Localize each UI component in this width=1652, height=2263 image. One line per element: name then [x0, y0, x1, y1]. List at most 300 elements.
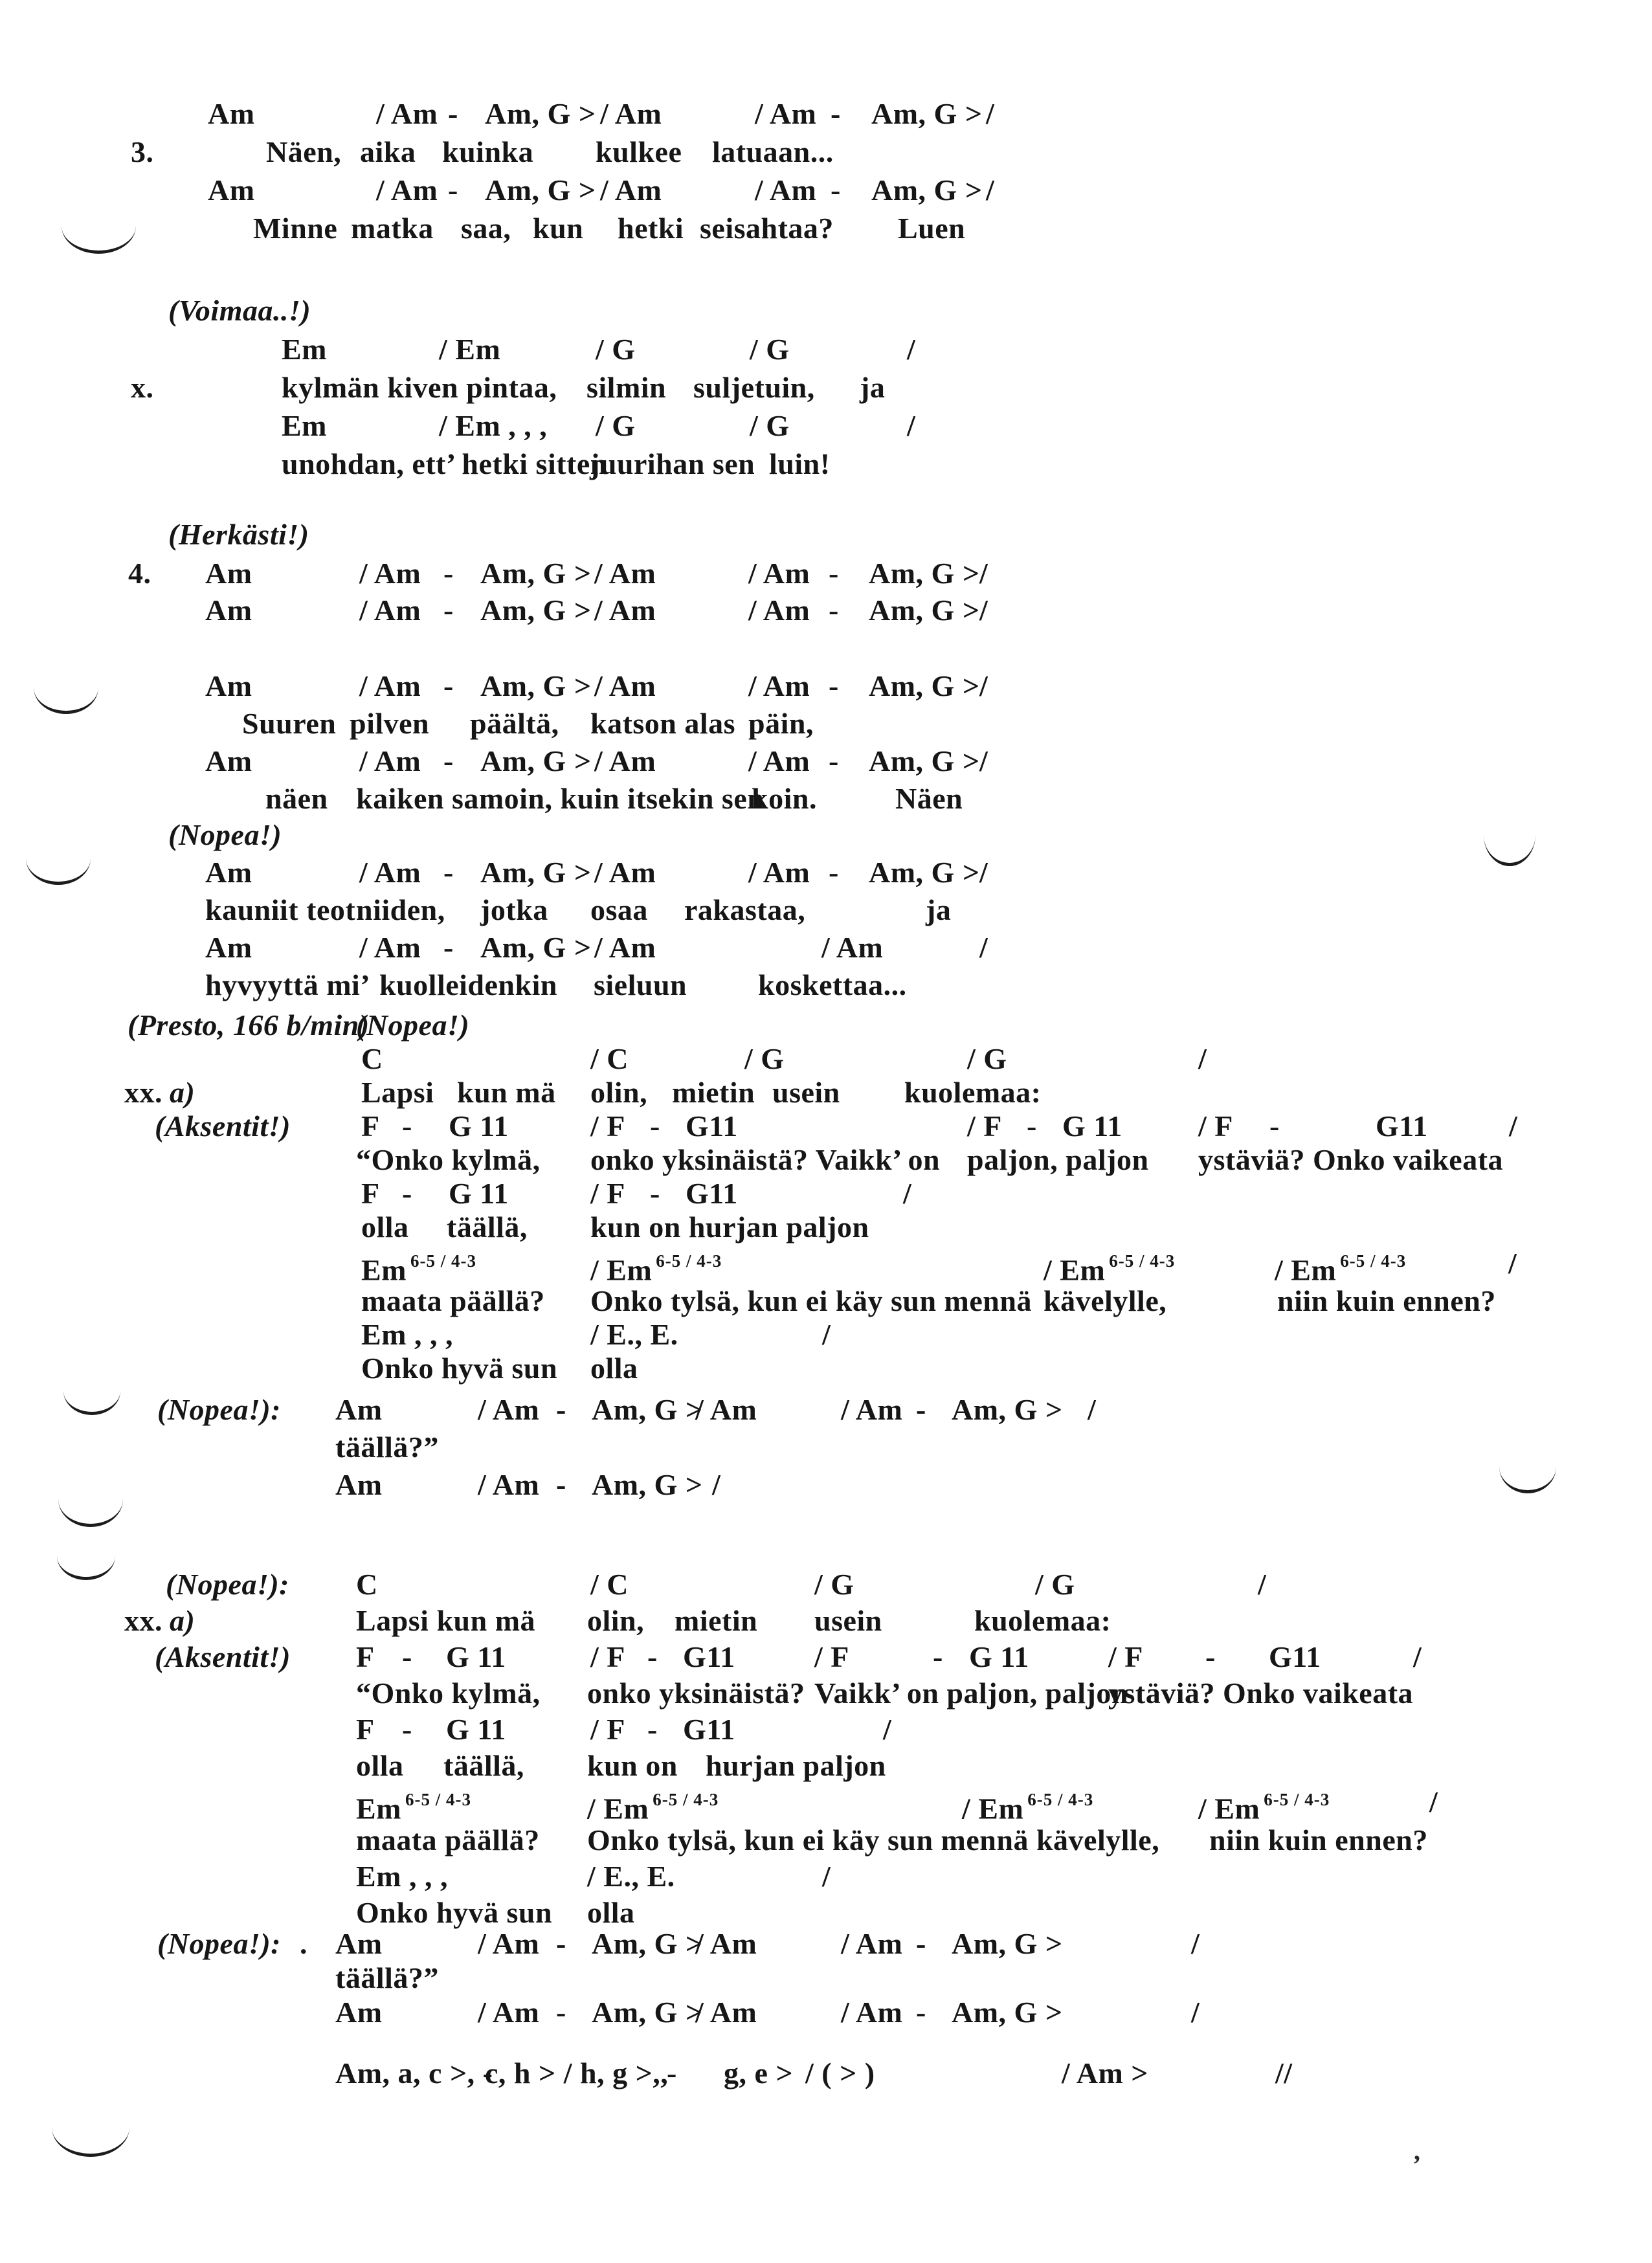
chord-symbol: /: [1429, 1785, 1438, 1818]
tempo-marker: (Presto, 166 b/min): [128, 1009, 370, 1042]
stray-ink-mark: ’: [1412, 2150, 1422, 2179]
lyric-word: suljetuin,: [693, 371, 815, 404]
chord-symbol: Am, G >: [869, 669, 980, 702]
lyric-word: a): [170, 1604, 195, 1637]
chord-symbol: 4.: [128, 557, 151, 590]
chord-symbol: -: [443, 669, 454, 702]
chord-symbol: / Am: [695, 1927, 757, 1960]
chord-symbol: / F: [1198, 1109, 1233, 1143]
chord-line: [0, 1245, 1652, 1287]
chord-symbol: G11: [683, 1640, 735, 1673]
lyric-word: latuaan...: [712, 135, 834, 168]
chord-figured-bass-superscript: 6-5 / 4-3: [653, 1790, 719, 1809]
chord-line: [0, 1392, 1652, 1429]
chord-symbol: -: [443, 557, 454, 590]
lyric-word: saa,: [461, 212, 511, 245]
chord-symbol: /: [907, 333, 916, 366]
chord-symbol: / F: [590, 1177, 625, 1210]
chord-symbol: -: [829, 557, 839, 590]
chord-symbol: /: [1509, 1109, 1518, 1143]
lyric-line: [0, 1822, 1652, 1860]
chord-symbol: / Am: [376, 97, 438, 130]
chord-symbol: Am, G >: [869, 856, 980, 889]
chord-symbol: Am, G >: [480, 856, 592, 889]
chord-symbol: / Am: [748, 669, 810, 702]
chord-symbol: /: [1508, 1247, 1517, 1280]
chord-symbol: / F: [1108, 1640, 1143, 1673]
chord-symbol: /: [979, 856, 988, 889]
lyric-line: [0, 706, 1652, 743]
tempo-marker: (Herkästi!): [168, 518, 309, 551]
lyric-word: päin,: [748, 707, 814, 740]
lyric-line: [0, 967, 1652, 1005]
chord-symbol: / Am: [695, 1996, 757, 2029]
chord-symbol: Em , , ,: [361, 1318, 453, 1351]
chord-symbol: / ( > ): [805, 2057, 875, 2090]
chord-figured-bass-superscript: 6-5 / 4-3: [410, 1251, 476, 1271]
chord-line: [0, 1784, 1652, 1825]
chord-figured-bass-superscript: 6-5 / 4-3: [1027, 1790, 1094, 1809]
chord-symbol: -: [443, 931, 454, 964]
chord-symbol: / G: [967, 1042, 1007, 1075]
chord-symbol: -: [402, 1640, 412, 1673]
tempo-marker: (Voimaa..!): [168, 294, 311, 327]
lyric-word: onko yksinäistä?: [587, 1677, 805, 1710]
lyric-word: Onko tylsä, kun ei käy sun mennä: [590, 1284, 1032, 1317]
chord-symbol: Em $^{6-5 / 4-3}$: [361, 1251, 476, 1287]
tempo-marker-line: [0, 517, 1652, 554]
chord-line: [0, 1858, 1652, 1896]
chord-symbol: (Aksentit!): [155, 1640, 291, 1673]
chord-symbol: / Am: [600, 97, 662, 130]
chord-line: [0, 854, 1652, 892]
lyric-word: olin,: [590, 1076, 648, 1109]
lyric-word: täällä,: [443, 1749, 524, 1782]
chord-symbol: (Nopea!):: [166, 1568, 289, 1601]
lyric-line: [0, 134, 1652, 172]
chord-symbol: /: [1191, 1996, 1200, 2029]
tempo-marker-line: [0, 1007, 1652, 1045]
chord-symbol: / Em $^{6-5 / 4-3}$: [590, 1251, 722, 1287]
chord-symbol: / Am: [594, 669, 656, 702]
chord-line: [0, 1317, 1652, 1354]
lyric-word: Näen: [895, 782, 963, 815]
chord-line: [0, 96, 1652, 133]
chord-symbol: / Am: [594, 744, 656, 777]
tempo-marker: (Nopea!): [168, 818, 282, 851]
lyric-word: niin kuin ennen?: [1209, 1823, 1428, 1856]
chord-symbol: -: [650, 1109, 660, 1143]
lyric-word: Onko hyvä sun: [356, 1896, 553, 1929]
chord-symbol: F: [356, 1713, 375, 1746]
chord-symbol: G 11: [446, 1713, 506, 1746]
chord-symbol: -: [402, 1109, 412, 1143]
chord-figured-bass-superscript: 6-5 / 4-3: [656, 1251, 722, 1271]
chord-symbol: / G: [596, 409, 636, 442]
chord-symbol: -: [443, 744, 454, 777]
chord-symbol: / Am: [748, 856, 810, 889]
chord-symbol: g, e >: [724, 2057, 794, 2090]
chord-symbol: /: [979, 557, 988, 590]
chord-symbol: / F: [967, 1109, 1002, 1143]
chord-symbol: / Em $^{6-5 / 4-3}$: [1198, 1790, 1330, 1825]
lyric-word: rakastaa,: [684, 893, 806, 926]
chord-symbol: Am, G >: [952, 1393, 1063, 1426]
lyric-word: täällä?”: [335, 1961, 439, 1994]
chord-symbol: -: [448, 97, 458, 130]
chord-symbol: -: [647, 1713, 658, 1746]
chord-symbol: Am: [205, 594, 252, 627]
chord-symbol: / G: [744, 1042, 785, 1075]
chord-figured-bass-superscript: 6-5 / 4-3: [1264, 1790, 1330, 1809]
lyric-word: kun on: [587, 1749, 678, 1782]
chord-symbol: / Am: [594, 931, 656, 964]
chord-symbol: /: [822, 1318, 831, 1351]
lyric-word: xx.: [124, 1604, 162, 1637]
lyric-word: täällä,: [447, 1210, 528, 1243]
lyric-word: Lapsi: [361, 1076, 434, 1109]
lyric-word: juurihan sen: [590, 447, 755, 480]
chord-figured-bass-superscript: 6-5 / 4-3: [1109, 1251, 1176, 1271]
chord-symbol: -: [831, 173, 841, 206]
chord-symbol: Am: [335, 1468, 383, 1501]
chord-symbol: G11: [686, 1177, 738, 1210]
chord-line: [0, 1926, 1652, 1963]
lyric-word: kaiken samoin, kuin itsekin sen: [356, 782, 765, 815]
chord-symbol: //: [1275, 2057, 1293, 2090]
tempo-marker-line: [0, 293, 1652, 330]
chord-symbol: / Am: [841, 1996, 903, 2029]
lyric-word: Luen: [898, 212, 966, 245]
chord-line: [0, 1176, 1652, 1213]
chord-symbol: Am: [205, 744, 252, 777]
chord-symbol: / Am: [376, 173, 438, 206]
chord-symbol: / Am: [748, 557, 810, 590]
chord-symbol: -: [647, 1640, 658, 1673]
chord-symbol: Em: [282, 409, 327, 442]
lyric-word: maata päällä?: [356, 1823, 540, 1856]
chord-symbol: -: [829, 856, 839, 889]
chord-symbol: /: [986, 97, 995, 130]
chord-symbol: Am: [205, 557, 252, 590]
lyric-word: “Onko kylmä,: [356, 1143, 541, 1176]
chord-symbol: -: [448, 173, 458, 206]
tempo-marker-line: [0, 817, 1652, 854]
chord-line: [0, 1566, 1652, 1604]
chord-symbol: -: [831, 97, 841, 130]
lyric-line: [0, 1142, 1652, 1179]
lyric-word: maata päällä?: [361, 1284, 545, 1317]
chord-symbol: -: [556, 1393, 566, 1426]
chord-symbol: / Am: [748, 594, 810, 627]
chord-symbol: /: [1413, 1640, 1422, 1673]
chord-symbol: G11: [1376, 1109, 1428, 1143]
chord-symbol: -: [829, 669, 839, 702]
chord-symbol: F: [356, 1640, 375, 1673]
lyric-word: mietin: [672, 1076, 755, 1109]
chord-symbol: / G: [750, 333, 790, 366]
chord-symbol: -: [916, 1996, 926, 2029]
chord-symbol: Am, G >: [592, 1468, 703, 1501]
lyric-word: hetki: [618, 212, 684, 245]
chord-symbol: / Am >: [1062, 2057, 1148, 2090]
lyric-word: jotka: [480, 893, 548, 926]
chord-symbol: / Am: [359, 669, 421, 702]
lyric-word: onko yksinäistä? Vaikk’ on: [590, 1143, 941, 1176]
lyric-word: Näen,: [266, 135, 342, 168]
chord-symbol: -: [402, 1177, 412, 1210]
chord-line: [0, 408, 1652, 445]
lyric-word: kauniit teot: [205, 893, 356, 926]
chord-symbol: Am, G >: [869, 744, 980, 777]
lyric-word: kuolleidenkin: [379, 968, 557, 1001]
lyric-word: olla: [356, 1749, 404, 1782]
lyric-word: Minne: [253, 212, 338, 245]
chord-symbol: Em: [282, 333, 327, 366]
chord-symbol: /: [903, 1177, 912, 1210]
lyric-word: Onko tylsä, kun ei käy sun mennä kävelylle,: [587, 1823, 1160, 1856]
lyric-word: a): [170, 1076, 195, 1109]
lyric-word: niin kuin ennen?: [1277, 1284, 1496, 1317]
chord-line: [0, 1639, 1652, 1677]
lyric-word: kävelylle,: [1044, 1284, 1167, 1317]
chord-symbol: G 11: [446, 1640, 506, 1673]
chord-symbol: -: [650, 1177, 660, 1210]
lyric-word: ystäviä? Onko vaikeata: [1108, 1677, 1414, 1710]
chord-symbol: Am: [205, 669, 252, 702]
chord-symbol: / Am: [478, 1927, 540, 1960]
lyric-word: ystäviä? Onko vaikeata: [1198, 1143, 1504, 1176]
lyric-word: osaa: [590, 893, 648, 926]
lyric-word: usein: [772, 1076, 840, 1109]
chord-symbol: / Am: [748, 744, 810, 777]
chord-symbol: /: [979, 744, 988, 777]
lyric-word: Vaikk’ on paljon, paljon: [814, 1677, 1128, 1710]
chord-symbol: / Am: [478, 1393, 540, 1426]
chord-symbol: Am, G >: [592, 1393, 703, 1426]
chord-symbol: Am, G >: [480, 744, 592, 777]
chord-symbol: / Am: [755, 173, 817, 206]
chord-symbol: Am: [205, 856, 252, 889]
lyric-word: olla: [361, 1210, 409, 1243]
chord-symbol: G 11: [1062, 1109, 1122, 1143]
lyric-word: 3.: [131, 135, 154, 168]
chord-symbol: / Em $^{6-5 / 4-3}$: [1275, 1251, 1407, 1287]
chord-symbol: / Am: [594, 557, 656, 590]
chord-symbol: / Am: [594, 856, 656, 889]
lyric-line: [0, 446, 1652, 484]
lyric-line: [0, 370, 1652, 407]
chord-symbol: /: [712, 1468, 721, 1501]
chord-symbol: -: [933, 1640, 943, 1673]
chord-symbol: / Am: [359, 744, 421, 777]
chord-symbol: Am, G >: [952, 1927, 1063, 1960]
lyric-line: [0, 1960, 1652, 1998]
chord-symbol: -: [556, 1996, 566, 2029]
chord-symbol: Am, G >: [480, 669, 592, 702]
lyric-word: xx.: [124, 1076, 162, 1109]
chord-symbol: / Am: [600, 173, 662, 206]
chord-symbol: /: [1191, 1927, 1200, 1960]
chord-symbol: /: [1198, 1042, 1207, 1075]
chord-symbol: -: [1205, 1640, 1216, 1673]
lyric-word: Suuren: [242, 707, 337, 740]
chord-symbol: / Em $^{6-5 / 4-3}$: [1044, 1251, 1176, 1287]
lyric-word: hurjan paljon: [706, 1749, 886, 1782]
tempo-marker: (Nopea!): [356, 1009, 470, 1042]
chord-symbol: Am, G >: [869, 557, 980, 590]
chord-symbol: / C: [590, 1042, 629, 1075]
lyric-word: paljon, paljon: [967, 1143, 1149, 1176]
chord-symbol: -: [556, 1468, 566, 1501]
lyric-line: [0, 1603, 1652, 1640]
chord-symbol: Am, G >: [871, 97, 983, 130]
lyric-word: niiden,: [356, 893, 445, 926]
handwritten-curve-mark: [58, 1497, 123, 1527]
chord-symbol: Am, G >: [592, 1996, 703, 2029]
chord-symbol: / Em $^{6-5 / 4-3}$: [962, 1790, 1094, 1825]
lyric-line: [0, 892, 1652, 930]
chord-line: [0, 930, 1652, 967]
chord-symbol: / Am: [359, 594, 421, 627]
lyric-word: luin!: [769, 447, 831, 480]
chord-line: [0, 592, 1652, 630]
lyric-word: olla: [590, 1352, 638, 1385]
chord-symbol: F: [361, 1177, 380, 1210]
chord-symbol: / Em $^{6-5 / 4-3}$: [587, 1790, 719, 1825]
chord-symbol: Am, G >: [480, 557, 592, 590]
chord-line: [0, 1711, 1652, 1749]
chord-symbol: / Am: [478, 1468, 540, 1501]
chord-symbol: c, h > / h, g >,,: [485, 2057, 669, 2090]
chord-symbol: F: [361, 1109, 380, 1143]
chord-symbol: /: [822, 1860, 831, 1893]
chord-symbol: -: [916, 1393, 926, 1426]
chord-symbol: /: [979, 669, 988, 702]
lyric-line: [0, 1675, 1652, 1713]
chord-symbol: -: [667, 2057, 677, 2090]
chord-line: [0, 1041, 1652, 1078]
chord-symbol: / Am: [359, 557, 421, 590]
chord-symbol: Am: [335, 1393, 383, 1426]
chord-symbol: / E., E.: [587, 1860, 675, 1893]
chord-symbol: Am: [335, 1996, 383, 2029]
chord-symbol: / Am: [594, 594, 656, 627]
chord-symbol: -: [1269, 1109, 1280, 1143]
lyric-line: [0, 781, 1652, 818]
chord-symbol: G11: [683, 1713, 735, 1746]
lyric-word: täällä?”: [335, 1431, 439, 1464]
chord-symbol: .: [300, 1927, 307, 1960]
chord-symbol: / F: [590, 1713, 625, 1746]
chord-symbol: / C: [590, 1568, 629, 1601]
handwritten-curve-mark: [52, 2124, 129, 2157]
chord-line: [0, 668, 1652, 706]
chord-symbol: Em , , ,: [356, 1860, 448, 1893]
chord-symbol: / E., E.: [590, 1318, 678, 1351]
lyric-word: ja: [860, 371, 886, 404]
lyric-line: [0, 210, 1652, 248]
chord-symbol: Am, G >: [952, 1996, 1063, 2029]
chord-symbol: / G: [750, 409, 790, 442]
chord-symbol: / F: [814, 1640, 849, 1673]
chord-symbol: -: [556, 1927, 566, 1960]
chord-symbol: /: [883, 1713, 892, 1746]
chord-symbol: / Am: [695, 1393, 757, 1426]
lyric-line: [0, 1075, 1652, 1112]
chord-symbol: / Am: [359, 931, 421, 964]
lyric-word: kuinka: [442, 135, 534, 168]
chord-symbol: -: [829, 594, 839, 627]
chord-symbol: / G: [596, 333, 636, 366]
chord-symbol: Am, G >: [480, 931, 592, 964]
lyric-word: x.: [131, 371, 154, 404]
chord-line: [0, 1467, 1652, 1504]
chord-symbol: /: [1258, 1568, 1267, 1601]
chord-symbol: C: [361, 1042, 383, 1075]
lyric-word: seisahtaa?: [700, 212, 834, 245]
lyric-word: Onko hyvä sun: [361, 1352, 558, 1385]
chord-symbol: Am, G >: [480, 594, 592, 627]
lyric-word: kun on hurjan paljon: [590, 1210, 869, 1243]
lyric-line: [0, 1748, 1652, 1785]
lyric-word: pilven: [350, 707, 430, 740]
chord-symbol: /: [907, 409, 916, 442]
chord-symbol: -: [443, 856, 454, 889]
lyric-word: aika: [360, 135, 416, 168]
chord-symbol: Am, G >: [485, 173, 596, 206]
chord-line: [0, 2055, 1652, 2093]
lyric-word: kylmän kiven pintaa,: [282, 371, 557, 404]
chord-line: [0, 1994, 1652, 2032]
lyric-word: olla: [587, 1896, 635, 1929]
chord-symbol: /: [1088, 1393, 1097, 1426]
chord-symbol: / Am: [478, 1996, 540, 2029]
chord-symbol: / Am: [821, 931, 884, 964]
lyric-word: kun mä: [457, 1076, 556, 1109]
lyric-word: mietin: [675, 1604, 758, 1637]
chord-symbol: Am, G >: [592, 1927, 703, 1960]
chord-symbol: / Am: [359, 856, 421, 889]
chord-line: [0, 555, 1652, 593]
chord-symbol: Am, a, c >, -: [335, 2057, 493, 2090]
lyric-line: [0, 1350, 1652, 1388]
chord-line: [0, 331, 1652, 369]
chord-symbol: / F: [590, 1640, 625, 1673]
chord-symbol: /: [979, 594, 988, 627]
chord-symbol: / Em , , ,: [439, 409, 548, 442]
chord-symbol: (Aksentit!): [155, 1109, 291, 1143]
chord-symbol: G11: [686, 1109, 738, 1143]
chord-symbol: Am, G >: [485, 97, 596, 130]
lyric-word: Lapsi kun mä: [356, 1604, 536, 1637]
chord-symbol: /: [979, 931, 988, 964]
chord-symbol: Am: [208, 173, 255, 206]
lyric-word: unohdan, ett’ hetki sitten: [282, 447, 607, 480]
chord-symbol: Am: [335, 1927, 383, 1960]
lyric-word: matka: [351, 212, 434, 245]
lyric-word: kuolemaa:: [974, 1604, 1111, 1637]
chord-line: [0, 1108, 1652, 1146]
chord-symbol: Em $^{6-5 / 4-3}$: [356, 1790, 471, 1825]
lyric-line: [0, 1209, 1652, 1247]
lyric-word: sieluun: [594, 968, 687, 1001]
lyric-word: ja: [926, 893, 952, 926]
lyric-line: [0, 1429, 1652, 1467]
chord-symbol: -: [1027, 1109, 1037, 1143]
lyric-word: kuolemaa:: [904, 1076, 1042, 1109]
lyric-word: silmin: [586, 371, 667, 404]
